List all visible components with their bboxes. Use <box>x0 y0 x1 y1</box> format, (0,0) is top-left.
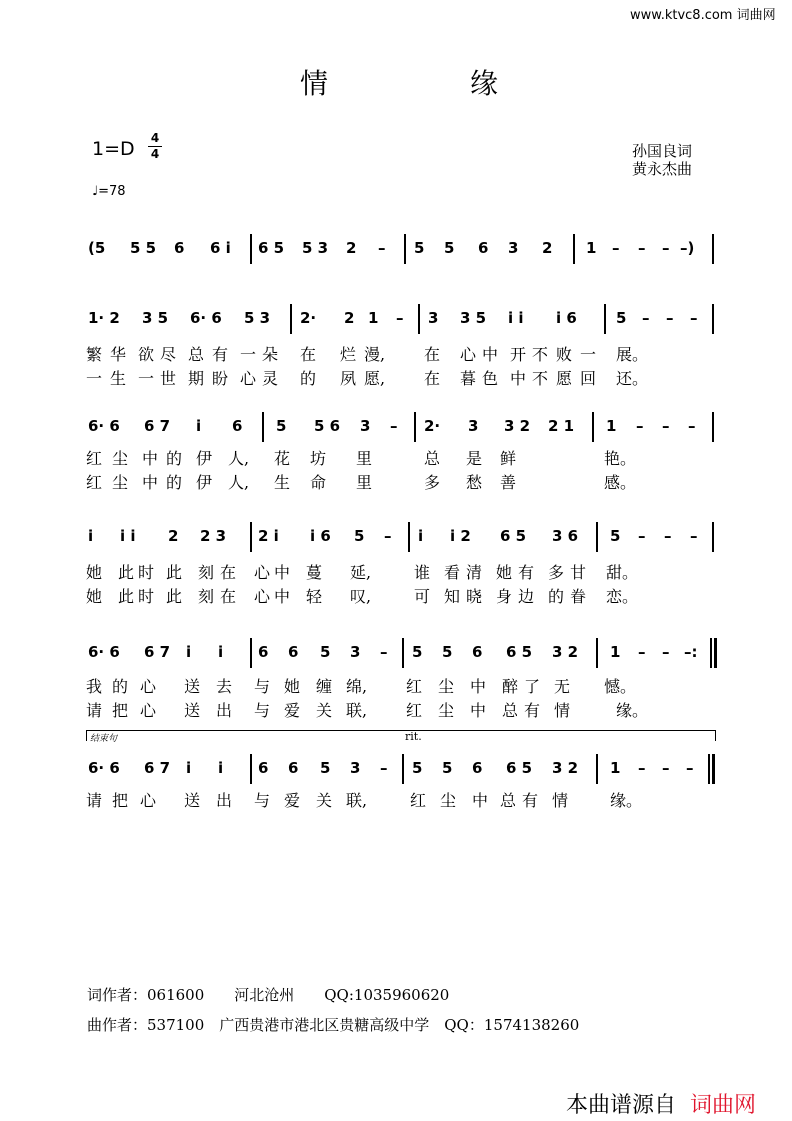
lyric: 她 <box>86 563 103 582</box>
lyric: 善 <box>500 473 517 492</box>
note: 1 <box>606 417 617 435</box>
lyric: 知 <box>444 587 461 606</box>
note: 5 5 <box>130 239 157 257</box>
lyric: 愁 <box>466 473 483 492</box>
note: –: <box>684 643 698 661</box>
lyric: 有 <box>522 791 539 810</box>
lyric-row-1b <box>0 366 792 388</box>
note: 1 <box>610 643 621 661</box>
lyric: 欲 <box>138 345 155 364</box>
note: i <box>218 759 224 777</box>
note: 5 <box>412 643 423 661</box>
lyric: 看 <box>444 563 461 582</box>
staff-row-4 <box>0 640 792 670</box>
note: 1 <box>586 239 597 257</box>
note: 6 7 <box>144 643 171 661</box>
note: 5 <box>442 643 453 661</box>
lyric: 无 <box>554 677 571 696</box>
source-brand <box>566 1088 756 1119</box>
lyric: 心 <box>140 701 157 720</box>
note: i 6 <box>310 527 331 545</box>
note: 6 <box>258 759 269 777</box>
note: 1 <box>368 309 379 327</box>
lyric: 联, <box>346 791 368 810</box>
lyric: 是 <box>466 449 483 468</box>
lyric: 人, <box>228 449 250 468</box>
note: 6 5 <box>258 239 285 257</box>
note: 6 <box>472 759 483 777</box>
lyric: 联, <box>346 701 368 720</box>
note: 6 7 <box>144 759 171 777</box>
note: 5 <box>320 759 331 777</box>
lyric: 我 <box>86 677 103 696</box>
lyric: 夙 <box>340 369 357 388</box>
lyric: 心 <box>254 563 271 582</box>
note: 3 <box>350 643 361 661</box>
lyric: 中 <box>274 587 291 606</box>
lyric: 爱 <box>284 791 301 810</box>
lyric: 愿 <box>556 369 573 388</box>
lyric: 繁 <box>86 345 103 364</box>
note: 2 <box>542 239 553 257</box>
lyric: 此 <box>166 587 183 606</box>
lyric: 暮 <box>460 369 477 388</box>
note: 2 <box>168 527 179 545</box>
lyric: 送 <box>184 677 201 696</box>
note: – <box>662 759 670 777</box>
note: 2 1 <box>548 417 575 435</box>
note: i 6 <box>556 309 577 327</box>
note: i <box>186 643 192 661</box>
ritardando-mark: rit. <box>405 730 422 743</box>
note: – <box>638 643 646 661</box>
lyric: 爱 <box>284 701 301 720</box>
lyric: 绵, <box>346 677 368 696</box>
lyric: 在 <box>220 587 237 606</box>
note: 3 5 <box>460 309 487 327</box>
lyric: 尽 <box>160 345 177 364</box>
note: 5 <box>276 417 287 435</box>
note: 6 <box>478 239 489 257</box>
composer-info: 曲作者：537100 广西贵港市港北区贵糖高级中学 QQ：1574138260 <box>87 1016 580 1034</box>
note: 3 <box>428 309 439 327</box>
lyric: 刻 <box>198 563 215 582</box>
lyric: 开 <box>510 345 527 364</box>
note: – <box>688 417 696 435</box>
staff-row-2 <box>0 414 792 444</box>
note: 6 <box>258 643 269 661</box>
lyric: 中 <box>470 677 487 696</box>
note: – <box>664 527 672 545</box>
note: 5 <box>414 239 425 257</box>
lyric: 此 <box>166 563 183 582</box>
title-char-2: 缘 <box>470 67 499 100</box>
lyric: 在 <box>300 345 317 364</box>
lyric: 有 <box>518 563 535 582</box>
lyric: 里 <box>356 449 373 468</box>
note: –) <box>680 239 695 257</box>
lyric: 总 <box>502 701 519 720</box>
lyric: 尘 <box>112 449 129 468</box>
note: 6 <box>288 643 299 661</box>
lyric-row-3a <box>0 560 792 582</box>
note: – <box>666 309 674 327</box>
note: 3 <box>350 759 361 777</box>
lyric: 不 <box>532 369 549 388</box>
lyric: 心 <box>140 791 157 810</box>
lyric: 一 <box>580 345 597 364</box>
note: 1· 2 <box>88 309 120 327</box>
lyric: 败 <box>556 345 573 364</box>
lyric: 中 <box>142 449 159 468</box>
lyric-row-4a <box>0 674 792 696</box>
lyric: 与 <box>254 701 271 720</box>
note: 5 <box>354 527 365 545</box>
note: (5 <box>88 239 106 257</box>
note: 5 <box>610 527 621 545</box>
lyric: 一 <box>86 369 103 388</box>
time-signature <box>148 132 162 161</box>
lyric-row-3b <box>0 584 792 606</box>
lyric: 叹, <box>350 587 372 606</box>
lyric: 甜。 <box>606 563 639 582</box>
note: 6 5 <box>500 527 527 545</box>
lyric: 生 <box>274 473 291 492</box>
note: i i <box>508 309 524 327</box>
note: 3 2 <box>504 417 531 435</box>
note: – <box>378 239 386 257</box>
lyric: 此 <box>118 587 135 606</box>
note: i <box>218 643 224 661</box>
note: 6· 6 <box>190 309 222 327</box>
lyric: 有 <box>212 345 229 364</box>
lyric: 在 <box>424 369 441 388</box>
lyric: 红 <box>410 791 427 810</box>
note: 5 <box>444 239 455 257</box>
lyric: 中 <box>472 791 489 810</box>
note: 5 3 <box>244 309 271 327</box>
lyric: 中 <box>142 473 159 492</box>
lyric: 的 <box>112 677 129 696</box>
lyric: 盼 <box>212 369 229 388</box>
lyric: 刻 <box>198 587 215 606</box>
lyric: 时 <box>138 563 155 582</box>
note: – <box>380 643 388 661</box>
note: – <box>638 239 646 257</box>
note: – <box>686 759 694 777</box>
lyric: 还。 <box>616 369 649 388</box>
lyric: 红 <box>406 677 423 696</box>
note: 1 <box>610 759 621 777</box>
title-char-1: 情 <box>300 67 329 100</box>
lyric: 漫, <box>364 345 386 364</box>
note: – <box>662 417 670 435</box>
lyric: 延, <box>350 563 372 582</box>
lyric: 尘 <box>438 677 455 696</box>
lyric: 中 <box>482 345 499 364</box>
lyric: 她 <box>496 563 513 582</box>
lyric: 的 <box>300 369 317 388</box>
note: 6· 6 <box>88 759 120 777</box>
lyric: 一 <box>240 345 257 364</box>
ending-label: 结束句 <box>90 734 118 744</box>
lyric: 展。 <box>616 345 649 364</box>
lyric: 的 <box>166 449 183 468</box>
lyric: 伊 <box>196 449 213 468</box>
lyric: 眷 <box>570 587 587 606</box>
lyric: 与 <box>254 677 271 696</box>
lyric: 她 <box>86 587 103 606</box>
lyric: 多 <box>424 473 441 492</box>
note: – <box>690 527 698 545</box>
lyric: 请 <box>86 701 103 720</box>
lyric: 憾。 <box>604 677 637 696</box>
note: 3 2 <box>552 759 579 777</box>
lyric: 缘。 <box>610 791 643 810</box>
note: 6 <box>472 643 483 661</box>
lyric: 清 <box>466 563 483 582</box>
lyric: 花 <box>274 449 291 468</box>
lyric: 尘 <box>440 791 457 810</box>
brand-link[interactable]: 词曲网 <box>690 1093 757 1118</box>
note: – <box>638 759 646 777</box>
lyric: 中 <box>510 369 527 388</box>
lyric: 蔓 <box>306 563 323 582</box>
lyric: 在 <box>424 345 441 364</box>
lyric: 时 <box>138 587 155 606</box>
note: 2 <box>344 309 355 327</box>
lyric: 甘 <box>570 563 587 582</box>
watermark: www.ktvc8.com 词曲网 <box>630 8 776 23</box>
lyric: 朵 <box>262 345 279 364</box>
lyric: 缘。 <box>616 701 649 720</box>
note: – <box>638 527 646 545</box>
note: – <box>662 239 670 257</box>
meter-top: 4 <box>150 131 160 145</box>
intro-staff <box>0 236 792 266</box>
lyric: 世 <box>160 369 177 388</box>
note: 6· 6 <box>88 643 120 661</box>
note: 6 <box>174 239 185 257</box>
lyric: 愿, <box>364 369 386 388</box>
lyric: 红 <box>406 701 423 720</box>
note: – <box>380 759 388 777</box>
lyric: 恋。 <box>606 587 639 606</box>
note: 2· <box>300 309 317 327</box>
lyric: 醉 <box>502 677 519 696</box>
lyric: 情 <box>552 791 569 810</box>
lyricist-info: 词作者：061600 河北沧州 QQ:1035960620 <box>87 986 450 1004</box>
note: 6 7 <box>144 417 171 435</box>
lyric-row-4b <box>0 698 792 720</box>
lyric: 灵 <box>262 369 279 388</box>
note: – <box>636 417 644 435</box>
note: – <box>642 309 650 327</box>
note: – <box>396 309 404 327</box>
lyric: 心 <box>240 369 257 388</box>
lyric: 心 <box>140 677 157 696</box>
lyric: 边 <box>518 587 535 606</box>
note: 6· 6 <box>88 417 120 435</box>
lyric: 艳。 <box>604 449 637 468</box>
lyric: 一 <box>138 369 155 388</box>
note: i 2 <box>450 527 471 545</box>
meter-bottom: 4 <box>150 147 160 161</box>
lyric: 出 <box>216 791 233 810</box>
note: i <box>418 527 424 545</box>
lyric: 晓 <box>466 587 483 606</box>
note: 5 3 <box>302 239 329 257</box>
tempo-mark: ♩=78 <box>92 184 126 199</box>
lyric: 此 <box>118 563 135 582</box>
lyric-row-1a <box>0 342 792 364</box>
note: 3 6 <box>552 527 579 545</box>
note: 6 5 <box>506 643 533 661</box>
note: 3 <box>508 239 519 257</box>
lyric: 请 <box>86 791 103 810</box>
lyric: 谁 <box>414 563 431 582</box>
note: 2 3 <box>200 527 227 545</box>
lyric: 总 <box>500 791 517 810</box>
staff-row-1 <box>0 306 792 336</box>
lyricist-credit: 孙国良词 <box>632 142 693 160</box>
lyric: 伊 <box>196 473 213 492</box>
lyric: 在 <box>220 563 237 582</box>
lyric: 情 <box>554 701 571 720</box>
lyric: 把 <box>112 701 129 720</box>
lyric: 心 <box>460 345 477 364</box>
lyric: 有 <box>524 701 541 720</box>
lyric: 红 <box>86 473 103 492</box>
note: 2 <box>346 239 357 257</box>
note: – <box>384 527 392 545</box>
lyric: 总 <box>188 345 205 364</box>
lyric: 去 <box>216 677 233 696</box>
lyric: 送 <box>184 701 201 720</box>
lyric: 多 <box>548 563 565 582</box>
note: 2 i <box>258 527 279 545</box>
key-signature: 1=D <box>92 138 135 160</box>
lyric: 总 <box>424 449 441 468</box>
lyric: 身 <box>496 587 513 606</box>
note: 6 i <box>210 239 231 257</box>
note: 6 <box>232 417 243 435</box>
lyric: 与 <box>254 791 271 810</box>
composer-credit: 黄永杰曲 <box>632 160 693 178</box>
lyric: 人, <box>228 473 250 492</box>
lyric-row-2b <box>0 470 792 492</box>
note: 5 <box>320 643 331 661</box>
lyric-row-2a <box>0 446 792 468</box>
note: – <box>390 417 398 435</box>
lyric: 尘 <box>112 473 129 492</box>
lyric: 命 <box>310 473 327 492</box>
note: 3 <box>360 417 371 435</box>
lyric: 可 <box>414 587 431 606</box>
note: 2· <box>424 417 441 435</box>
lyric: 轻 <box>306 587 323 606</box>
lyric: 她 <box>284 677 301 696</box>
lyric: 色 <box>482 369 499 388</box>
lyric: 尘 <box>438 701 455 720</box>
lyric: 心 <box>254 587 271 606</box>
note: 6 5 <box>506 759 533 777</box>
note: 5 <box>616 309 627 327</box>
lyric: 烂 <box>340 345 357 364</box>
note: i i <box>120 527 136 545</box>
note: – <box>662 643 670 661</box>
lyric: 坊 <box>310 449 327 468</box>
note: i <box>196 417 202 435</box>
lyric: 出 <box>216 701 233 720</box>
lyric: 的 <box>166 473 183 492</box>
lyric: 关 <box>316 791 333 810</box>
note: 5 <box>412 759 423 777</box>
lyric: 了 <box>524 677 541 696</box>
note: 5 <box>442 759 453 777</box>
note: i <box>88 527 94 545</box>
note: 5 6 <box>314 417 341 435</box>
ending-bracket <box>86 730 716 741</box>
staff-row-5 <box>0 756 792 786</box>
note: 3 2 <box>552 643 579 661</box>
lyric: 缠 <box>316 677 333 696</box>
lyric: 的 <box>548 587 565 606</box>
lyric: 送 <box>184 791 201 810</box>
note: – <box>690 309 698 327</box>
note: 3 <box>468 417 479 435</box>
lyric: 鲜 <box>500 449 517 468</box>
lyric: 感。 <box>604 473 637 492</box>
lyric-row-5 <box>0 788 792 810</box>
lyric: 华 <box>110 345 127 364</box>
lyric: 不 <box>532 345 549 364</box>
lyric: 中 <box>470 701 487 720</box>
lyric: 把 <box>112 791 129 810</box>
staff-row-3 <box>0 524 792 554</box>
note: 6 <box>288 759 299 777</box>
lyric: 红 <box>86 449 103 468</box>
lyric: 期 <box>188 369 205 388</box>
note: i <box>186 759 192 777</box>
note: 3 5 <box>142 309 169 327</box>
source-text: 本曲谱源自 <box>566 1093 677 1118</box>
lyric: 回 <box>580 369 597 388</box>
lyric: 生 <box>110 369 127 388</box>
lyric: 中 <box>274 563 291 582</box>
lyric: 关 <box>316 701 333 720</box>
lyric: 里 <box>356 473 373 492</box>
note: – <box>612 239 620 257</box>
